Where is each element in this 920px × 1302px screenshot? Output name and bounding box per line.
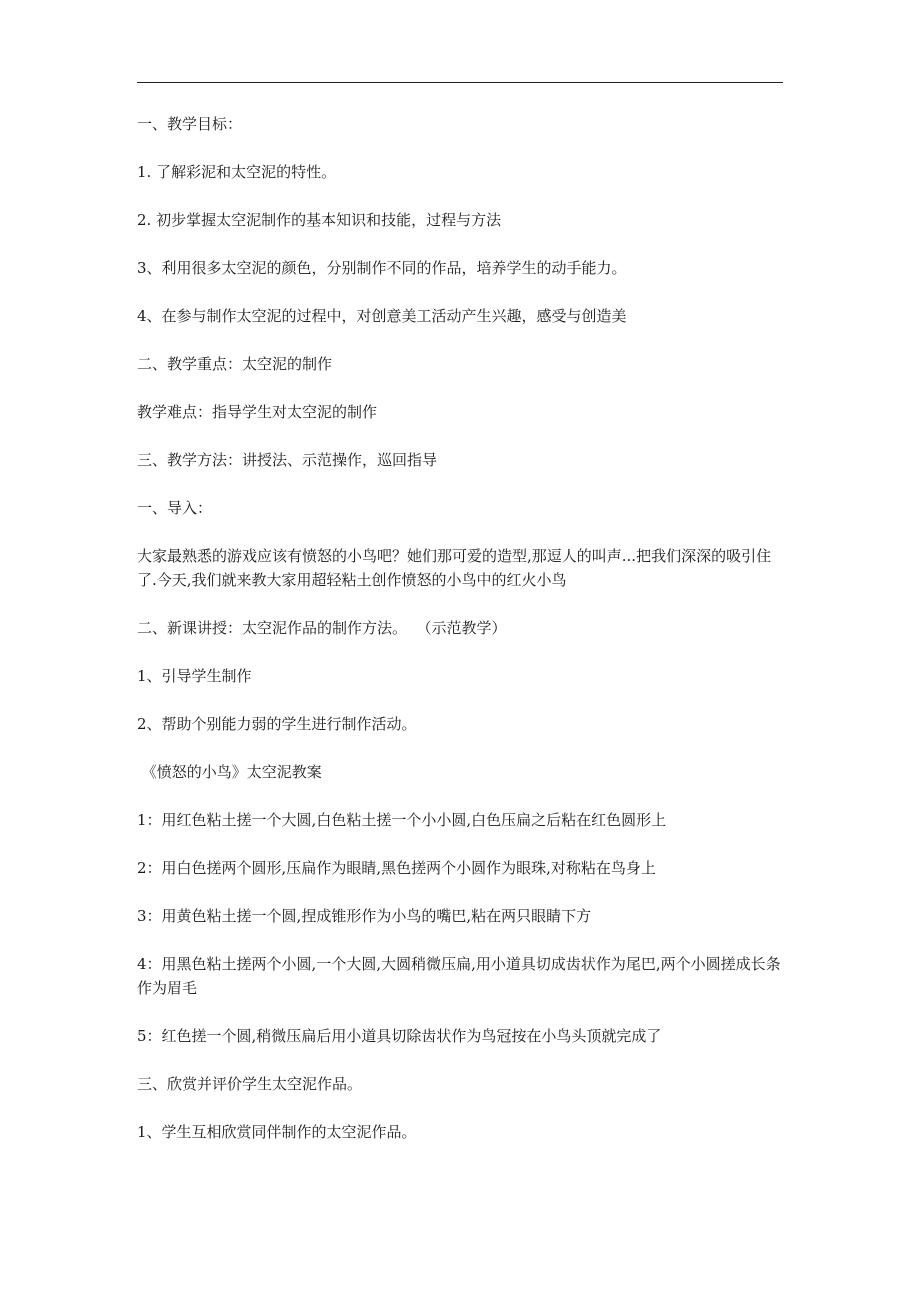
lesson-step-2: 2、帮助个别能力弱的学生进行制作活动。 (137, 715, 417, 733)
craft-step-5: 5：红色搓一个圆,稍微压扁后用小道具切除齿状作为鸟冠按在小鸟头顶就完成了 (137, 1027, 662, 1045)
section-heading-key-points: 二、教学重点：太空泥的制作 (137, 355, 333, 373)
document-body (137, 112, 787, 1144)
lesson-step-1: 1、引导学生制作 (137, 667, 252, 685)
objective-item-3: 3、利用很多太空泥的颜色，分别制作不同的作品，培养学生的动手能力。 (137, 259, 627, 277)
introduction-paragraph: 大家最熟悉的游戏应该有愤怒的小鸟吧？她们那可爱的造型,那逗人的叫声...把我们深深的吸引住了.今天,我们就来教大家用超轻粘土创作愤怒的小鸟中的红火小鸟 (137, 547, 772, 589)
section-heading-methods: 三、教学方法：讲授法、示范操作，巡回指导 (137, 451, 438, 469)
objective-item-2: 2. 初步掌握太空泥制作的基本知识和技能，过程与方法 (137, 211, 502, 229)
section-heading-introduction: 一、导入： (137, 499, 213, 517)
section-heading-appreciation: 三、欣赏并评价学生太空泥作品。 (137, 1075, 363, 1093)
lesson-plan-title: 《愤怒的小鸟》太空泥教案 (137, 763, 322, 781)
objective-item-1: 1. 了解彩泥和太空泥的特性。 (137, 163, 337, 181)
craft-step-1: 1：用红色粘土搓一个大圆,白色粘土搓一个小小圆,白色压扁之后粘在红色圆形上 (137, 811, 667, 829)
header-rule (137, 82, 783, 83)
craft-step-3: 3：用黄色粘土搓一个圆,捏成锥形作为小鸟的嘴巴,粘在两只眼睛下方 (137, 907, 592, 925)
difficult-points: 教学难点：指导学生对太空泥的制作 (137, 403, 378, 421)
craft-step-2: 2：用白色搓两个圆形,压扁作为眼睛,黑色搓两个小圆作为眼珠,对称粘在鸟身上 (137, 859, 656, 877)
appreciation-item-1: 1、学生互相欣赏同伴制作的太空泥作品。 (137, 1123, 417, 1141)
craft-step-4: 4：用黑色粘土搓两个小圆,一个大圆,大圆稍微压扁,用小道具切成齿状作为尾巴,两个小圆搓成长条作为眉毛 (137, 955, 781, 997)
section-heading-new-lesson: 二、新课讲授：太空泥作品的制作方法。 （示范教学） (137, 619, 507, 637)
objective-item-4: 4、在参与制作太空泥的过程中，对创意美工活动产生兴趣，感受与创造美 (137, 307, 627, 325)
section-heading-objectives: 一、教学目标： (137, 115, 243, 133)
